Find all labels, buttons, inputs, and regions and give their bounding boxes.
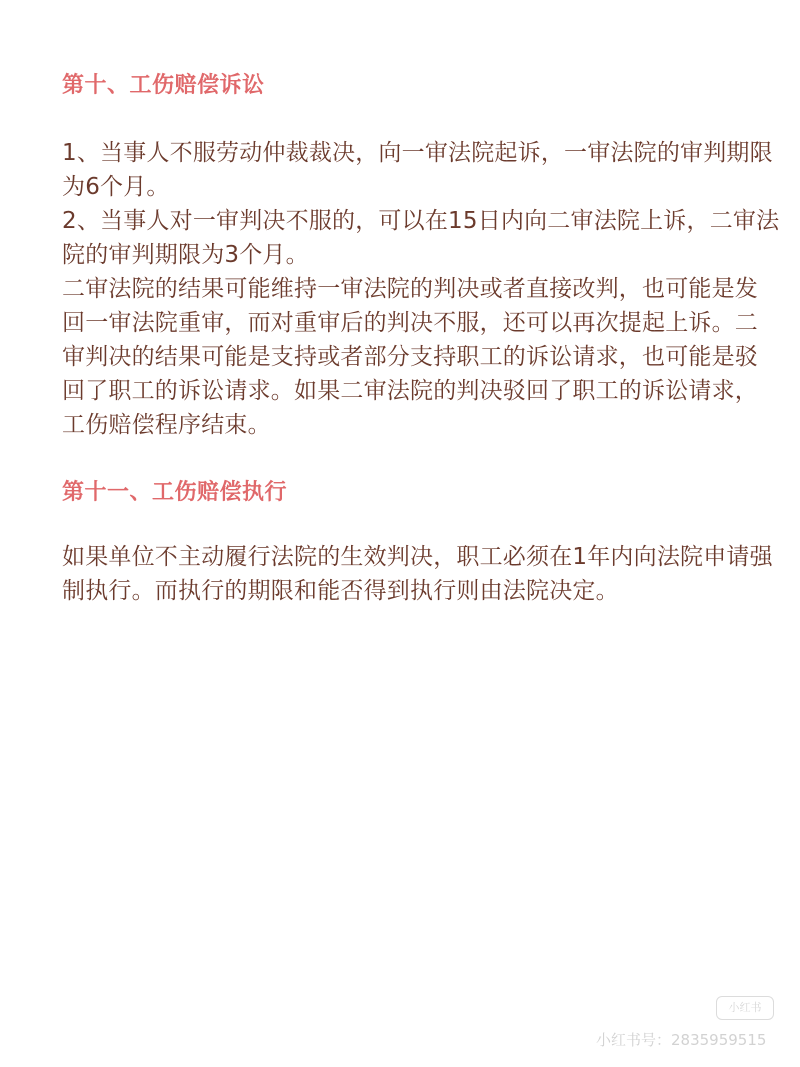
section-10-heading: 第十、工伤赔偿诉讼 — [62, 73, 265, 98]
section-10-line: 2、当事人对一审判决不服的，可以在15日内向二审法院上诉，二审法 — [62, 208, 780, 234]
section-10-body — [62, 136, 780, 442]
section-10-line: 审判决的结果可能是支持或者部分支持职工的诉讼请求，也可能是驳 — [62, 344, 758, 370]
section-11-heading: 第十一、工伤赔偿执行 — [62, 480, 288, 505]
section-11-body — [62, 540, 773, 608]
account-id-watermark: 小红书号：2835959515 — [596, 1031, 767, 1049]
section-11-line: 如果单位不主动履行法院的生效判决，职工必须在1年内向法院申请强 — [62, 544, 773, 570]
section-10-line: 回了职工的诉讼请求。如果二审法院的判决驳回了职工的诉讼请求， — [62, 378, 758, 404]
section-10-line: 二审法院的结果可能维持一审法院的判决或者直接改判，也可能是发 — [62, 276, 758, 302]
section-10-line: 工伤赔偿程序结束。 — [62, 412, 271, 438]
section-10-line: 回一审法院重审，而对重审后的判决不服，还可以再次提起上诉。二 — [62, 310, 758, 336]
section-10-line: 为6个月。 — [62, 174, 170, 200]
section-11-line: 制执行。而执行的期限和能否得到执行则由法院决定。 — [62, 578, 619, 604]
section-10-line: 院的审判期限为3个月。 — [62, 242, 309, 268]
section-10-line: 1、当事人不服劳动仲裁裁决，向一审法院起诉，一审法院的审判期限 — [62, 140, 773, 166]
xiaohongshu-logo-watermark: 小红书 — [716, 996, 774, 1020]
